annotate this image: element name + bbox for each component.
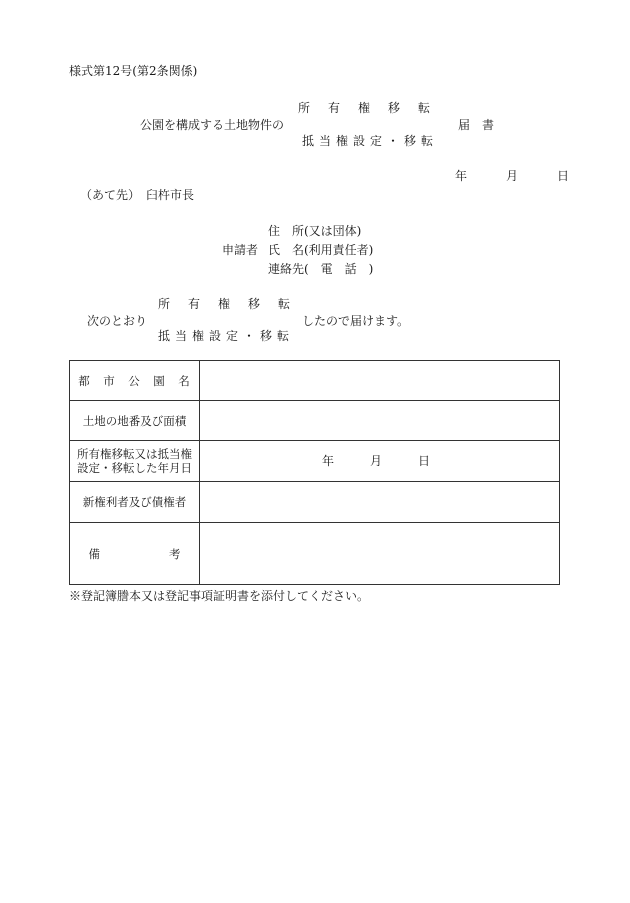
title-prefix: 公園を構成する土地物件の (140, 118, 285, 132)
table-row-park-name (70, 361, 559, 401)
applicant-address: 住 所(又は団体) (268, 224, 362, 238)
date-line: 年 月 日 (455, 169, 575, 183)
table-row-lot-area (70, 401, 559, 441)
remarks-label: 備 考 (70, 523, 200, 584)
table-row-transfer-date (70, 441, 559, 482)
remarks-field[interactable] (200, 523, 559, 584)
applicant-name: 氏 名(利用責任者) (268, 243, 374, 257)
title-option-mortgage: 抵当権設定・移転 (302, 134, 439, 148)
statement-prefix: 次のとおり (87, 314, 148, 328)
title-suffix: 届 書 (458, 118, 495, 132)
park-name-label: 都 市 公 園 名 (70, 361, 200, 400)
new-holder-field[interactable] (200, 482, 559, 522)
transfer-date-field[interactable] (200, 441, 559, 481)
transfer-date-value: 年 月 日 (322, 454, 431, 468)
statement-option-mortgage: 抵当権設定・移転 (158, 329, 295, 343)
applicant-label: 申請者 (222, 243, 259, 257)
statement-option-ownership: 所 有 権 移 転 (158, 297, 294, 311)
footnote: ※登記簿謄本又は登記事項証明書を添付してください。 (69, 589, 370, 603)
table-row-new-holder (70, 482, 559, 523)
applicant-contact: 連絡先( 電 話 ) (268, 262, 374, 276)
lot-area-label: 土地の地番及び面積 (70, 401, 200, 440)
title-option-ownership: 所 有 権 移 転 (298, 101, 434, 115)
transfer-date-label: 所有権移転又は抵当権設定・移転した年月日 (70, 441, 200, 481)
new-holder-label: 新権利者及び債権者 (70, 482, 200, 522)
addressee: （あて先） 臼杵市長 (80, 188, 195, 202)
statement-suffix: したので届けます。 (302, 314, 410, 328)
table-row-remarks (70, 523, 559, 584)
lot-area-field[interactable] (200, 401, 559, 440)
park-name-field[interactable] (200, 361, 559, 400)
form-number: 様式第12号(第2条関係) (69, 64, 198, 78)
notification-table (69, 360, 560, 585)
